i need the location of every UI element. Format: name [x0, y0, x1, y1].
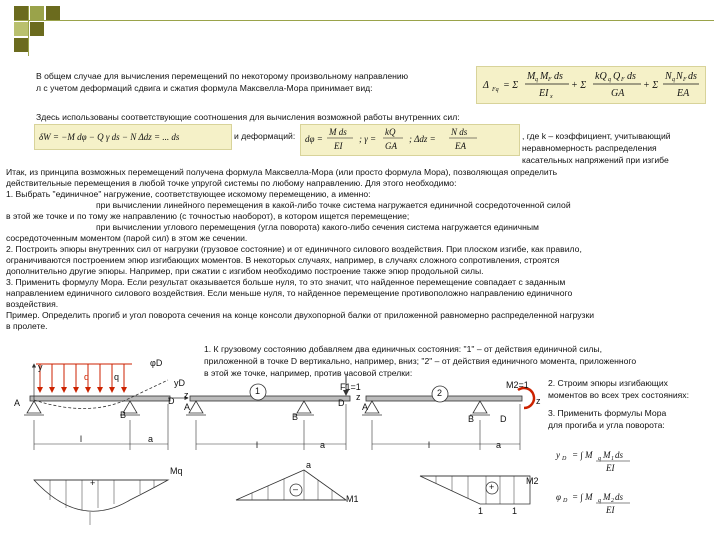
svg-text:M: M [540, 71, 549, 82]
svg-text:q: q [608, 77, 611, 83]
load-q-circle-label: q [114, 372, 120, 382]
deformation-label: и деформаций: [234, 131, 296, 141]
k-note-1: , где k – коэффициент, учитывающий [522, 131, 671, 141]
body-line-7: сосредоточенным моментом (парой сил) в этом же сечении. [6, 233, 248, 243]
svg-text:; Δdz =: ; Δdz = [409, 134, 436, 144]
body-line-9: ограничиваются построением эпюр изгибающих моментов. В некоторых случаях, например, в случаях сложного сопротивления, строятся [6, 255, 560, 265]
svg-text:δW = −M dφ − Q γ ds − N Δdz =: δW = −M dφ − Q γ ds − N Δdz = ... ds [39, 132, 180, 142]
intro-line-1: В общем случае для вычисления перемещений по некоторому произвольному направлению [36, 71, 409, 81]
support-a2-label: A [362, 402, 369, 412]
moment-m2eq-label: M2=1 [506, 380, 529, 390]
body-line-14: Пример. Определить прогиб и угол поворота сечения на конце консоли двухопорной балки от приложенной равномерно распределенной нагрузки [6, 310, 595, 320]
body-line-13: воздействия. [6, 299, 59, 309]
svg-text:F: F [683, 77, 687, 83]
body-line-8: 2. Построить эпюры внутренних сил от нагрузки (грузовое состояние) и от единичного силового воздействия. При плоском изгибе, как правило, [6, 244, 582, 254]
svg-text:Fq: Fq [492, 87, 499, 93]
body-line-2: действительные перемещения в любой точке упругой системы по любому направлению. Для этого необходимо: [6, 178, 457, 188]
body-line-3: 1. Выбрать "единичное" нагружение, соответствующее искомому перемещению, а именно: [6, 189, 371, 199]
corner-square-3 [46, 6, 60, 20]
svg-text:1: 1 [611, 456, 614, 462]
moment-m1-label: M1 [346, 494, 359, 504]
span-l-label: l [80, 434, 82, 444]
m2-value-right: 1 [512, 506, 518, 516]
span-l1-label: l [256, 440, 258, 450]
body-line-12: направлением единичного силового воздействия. Если меньше нуля, то найденное перемещение противоположно направлению единичного [6, 288, 573, 298]
svg-text:EI: EI [334, 141, 343, 151]
corner-square-5 [30, 22, 44, 36]
k-note-2: неравномерность распределения [522, 143, 657, 153]
body-line-10: дополнительно другие эпюры. Например, при сжатии с изгибом необходимо построение также эпюр продольной силы. [6, 266, 484, 276]
svg-text:= Σ: = Σ [503, 80, 519, 91]
svg-text:; γ =: ; γ = [359, 134, 377, 144]
svg-text:2: 2 [611, 498, 614, 504]
svg-text:ds: ds [688, 71, 697, 82]
span-a1-label: a [320, 440, 326, 450]
mohr-result-formulas [555, 450, 630, 515]
svg-text:EI: EI [539, 88, 549, 99]
z-axis-label: z [184, 390, 189, 400]
span-a-label: a [148, 434, 154, 444]
step-3-line-2: для прогиба и угла поворота: [548, 420, 665, 430]
svg-text:ds: ds [615, 450, 624, 460]
svg-text:F: F [621, 77, 625, 83]
step-1-line-2: приложенной в точке D вертикально, например, вниз; "2" – от действия единичного момента, приложенного [204, 356, 637, 366]
span-a2-label: a [496, 440, 502, 450]
svg-text:ds: ds [615, 492, 624, 502]
m2-value-left: 1 [478, 506, 484, 516]
maxwell-mohr-formula [476, 66, 706, 104]
svg-text:Δ: Δ [483, 80, 489, 91]
beam-diagrams [0, 340, 720, 540]
span-l2-label: l [428, 440, 430, 450]
svg-text:N ds: N ds [451, 127, 468, 137]
svg-text:= ∫ M: = ∫ M [572, 450, 593, 460]
step-2-line-2: моментов во всех трех состояниях: [548, 390, 689, 400]
corner-square-1 [14, 6, 28, 20]
deformation-formula [300, 124, 520, 156]
svg-text:+ Σ: + Σ [643, 80, 659, 91]
deflection-y-label: yD [174, 378, 185, 388]
svg-text:q: q [598, 498, 601, 504]
svg-text:D: D [562, 456, 567, 462]
point-d-label: D [168, 396, 175, 406]
minus-sign-1: – [293, 484, 299, 494]
svg-text:M: M [603, 450, 611, 460]
svg-text:GA: GA [385, 141, 397, 151]
k-note-3: касательных напряжений при изгибе [522, 155, 669, 165]
side-rule [28, 6, 29, 56]
point-d2-label: D [500, 414, 507, 424]
step-1-line-3: в этой же точке, например, против часовой стрелки: [204, 368, 413, 378]
support-a1-label: A [184, 402, 191, 412]
unit-state-2 [362, 386, 534, 504]
step-1-line-1: 1. К грузовому состоянию добавляем два единичных состояния: "1" – от действия единичной силы, [204, 344, 602, 354]
corner-square-4 [14, 22, 28, 36]
intro-line-2: л с учетом деформаций сдвига и сжатия формула Максвелла-Мора принимает вид: [36, 83, 373, 93]
support-b2-label: B [468, 414, 475, 424]
svg-text:M: M [603, 492, 611, 502]
z-axis-1-label: z [356, 392, 361, 402]
step-3-line-1: 3. Применить формулы Мора [548, 408, 667, 418]
svg-text:x: x [550, 94, 553, 100]
support-b1-label: B [292, 412, 299, 422]
svg-text:M ds: M ds [329, 127, 347, 137]
body-line-4: при вычислении линейного перемещения в какой-либо точке система нагружается единичной сосредоточенной силой [96, 200, 571, 210]
svg-text:q: q [672, 77, 675, 83]
state-2-circle-label: 2 [437, 388, 443, 398]
body-line-6: при вычислении углового перемещения (угла поворота) какого-либо сечения система нагружается единичным [96, 222, 539, 232]
svg-text:N: N [665, 71, 672, 82]
svg-text:q: q [535, 77, 538, 83]
svg-text:kQ: kQ [595, 71, 607, 82]
body-line-15: в пролете. [6, 321, 48, 331]
unit-state-1 [186, 374, 350, 500]
svg-text:q: q [598, 456, 601, 462]
support-a-label: A [14, 398, 21, 408]
svg-text:kQ: kQ [385, 127, 396, 137]
corner-square-2 [30, 6, 44, 20]
svg-text:EA: EA [677, 88, 690, 99]
point-d1-label: D [338, 398, 345, 408]
svg-text:EI: EI [606, 505, 615, 515]
svg-text:D: D [563, 498, 568, 504]
body-line-5: в этой же точке и по тому же направлению (с точностью наоборот), в котором ищется перемещение; [6, 211, 410, 221]
svg-text:ds: ds [627, 71, 636, 82]
state-1-circle-label: 1 [255, 386, 261, 396]
svg-text:φ: φ [556, 492, 561, 502]
header-rule [14, 20, 714, 21]
moment-mq-label: Mq [170, 466, 183, 476]
svg-text:M: M [527, 71, 536, 82]
load-q-label: q [84, 372, 90, 382]
plus-sign-q: + [90, 478, 96, 488]
rotation-phi-label: φD [150, 358, 163, 368]
force-f1-label: F1=1 [340, 382, 361, 392]
load-state [24, 364, 191, 525]
support-b-label: B [120, 410, 127, 420]
svg-text:EI: EI [606, 463, 615, 473]
svg-text:N: N [676, 71, 683, 82]
body-line-11: 3. Применить формулу Мора. Если результат оказывается больше нуля, то это значит, что найденное перемещение совпадает с заданным [6, 277, 566, 287]
span-a1-top-label: a [306, 460, 312, 470]
svg-text:F: F [548, 77, 552, 83]
z-axis-2-label: z [536, 396, 541, 406]
intro-line-3: Здесь использованы соответствующие соотношения для вычисления возможной работы внутренних сил: [36, 112, 460, 122]
svg-text:ds: ds [554, 71, 563, 82]
svg-text:dφ =: dφ = [305, 134, 323, 144]
svg-text:y: y [556, 450, 560, 460]
moment-m2-label: M2 [526, 476, 539, 486]
corner-square-6 [14, 38, 28, 52]
step-2-line-1: 2. Строим эпюры изгибающих [548, 378, 668, 388]
svg-text:+ Σ: + Σ [571, 80, 587, 91]
y-axis-label: y [38, 362, 43, 372]
svg-text:EA: EA [455, 141, 466, 151]
internal-work-formula [34, 124, 232, 150]
plus-sign-2: + [489, 482, 495, 492]
svg-text:= ∫ M: = ∫ M [572, 492, 593, 502]
svg-text:GA: GA [611, 88, 625, 99]
body-line-1: Итак, из принципа возможных перемещений получена формула Максвелла-Мора (или просто формула Мора), позволяющая определить [6, 167, 558, 177]
svg-text:Q: Q [613, 71, 621, 82]
